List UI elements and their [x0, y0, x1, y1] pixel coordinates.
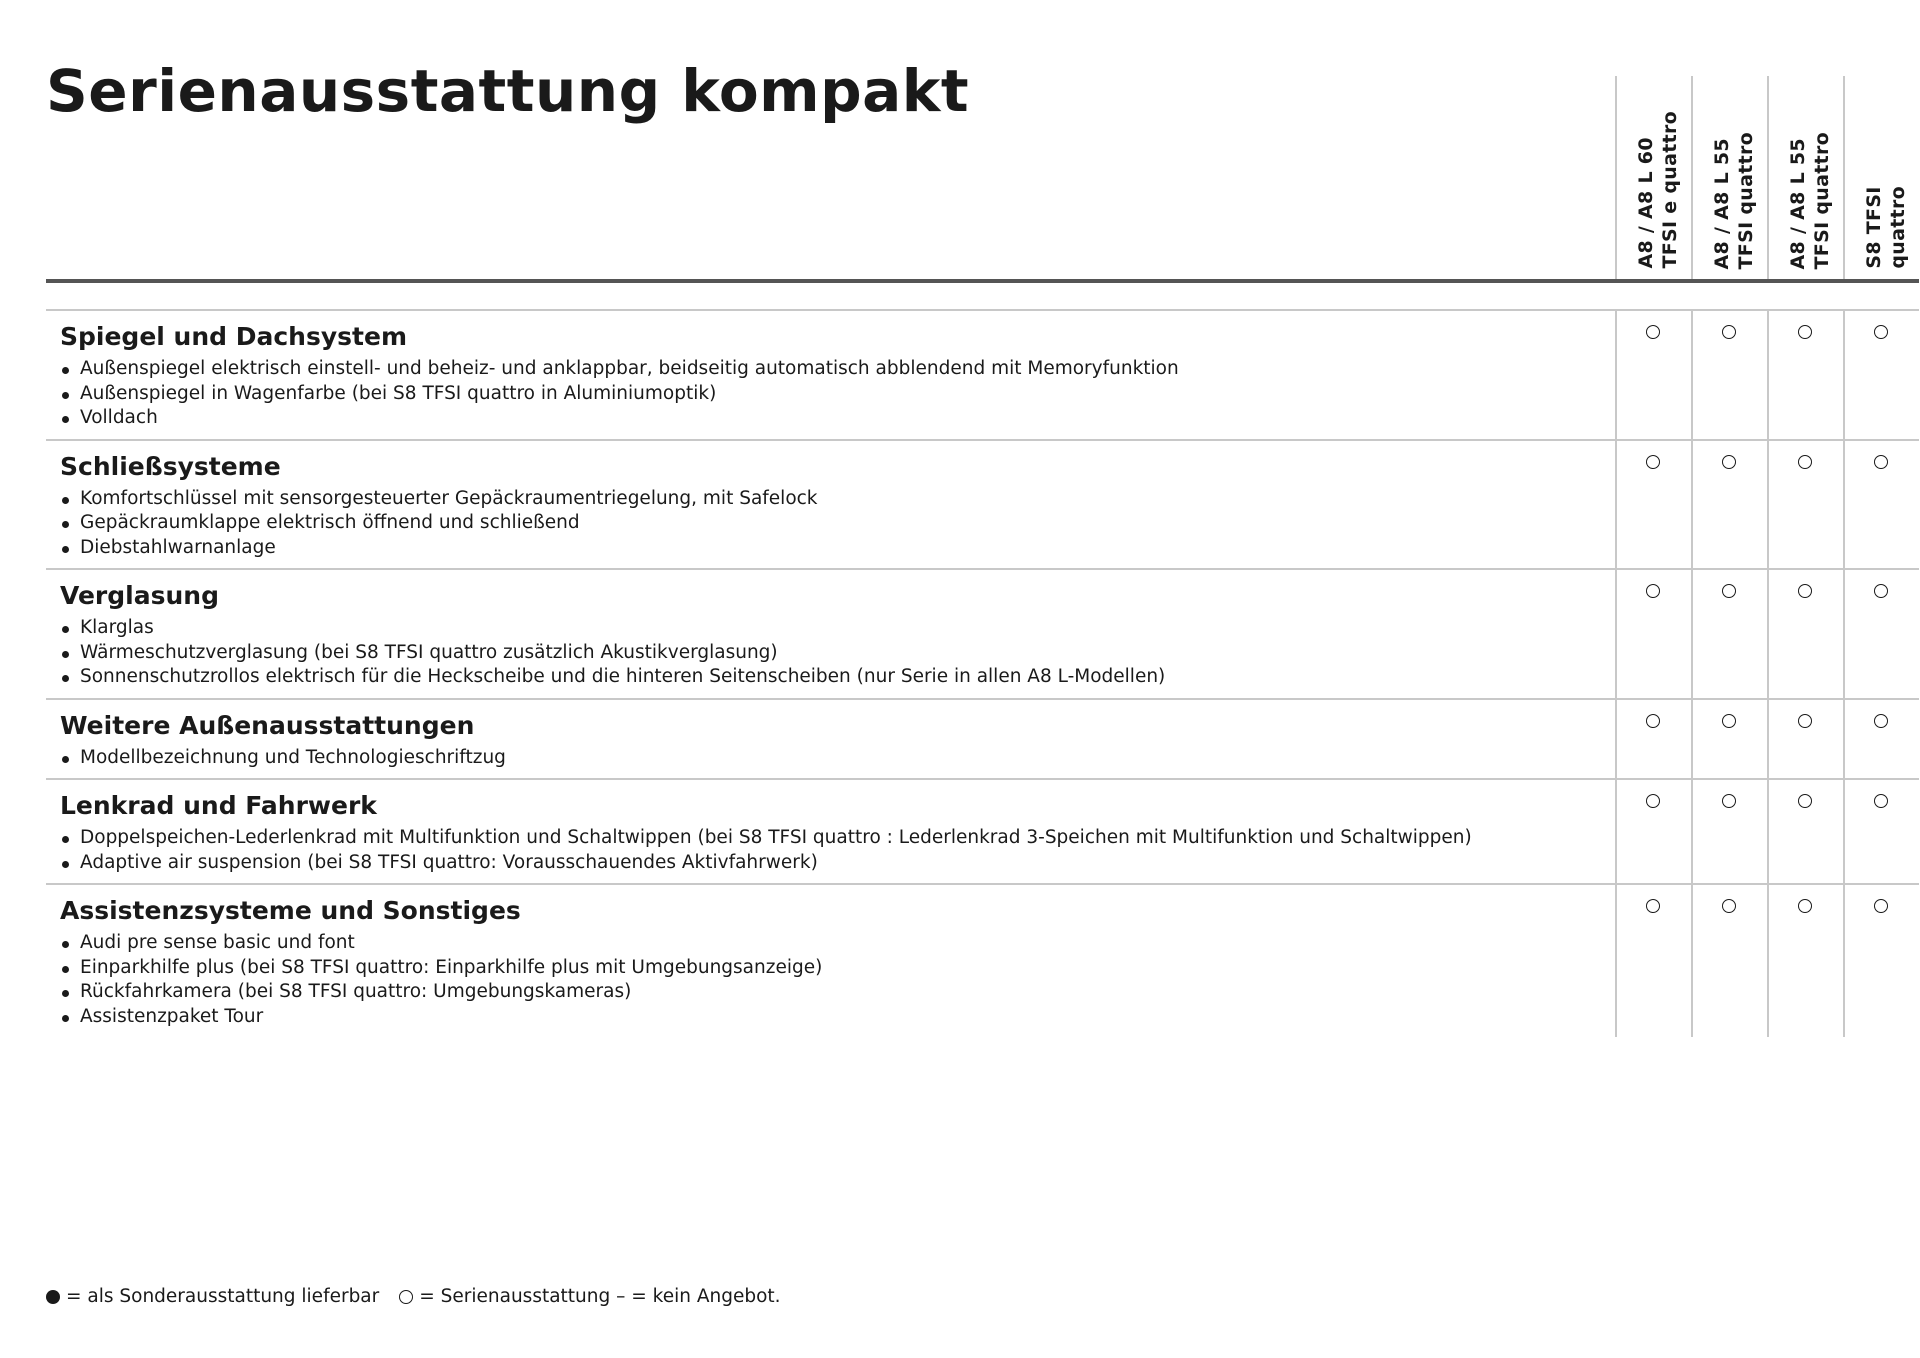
list-item: Einparkhilfe plus (bei S8 TFSI quattro: Einparkhilfe plus mit Umgebungsanzeige)	[60, 956, 1600, 981]
mark-cell	[1843, 885, 1919, 1037]
bullet-list	[60, 931, 1600, 1029]
bullet-list	[60, 357, 1600, 431]
mark-cell	[1691, 570, 1767, 698]
open-circle-icon	[1722, 455, 1736, 469]
list-item: Gepäckraumklappe elektrisch öffnend und schließend	[60, 511, 1600, 536]
bullet-list	[60, 616, 1600, 690]
open-circle-icon	[1798, 584, 1812, 598]
open-circle-icon	[1646, 899, 1660, 913]
mark-cell	[1767, 441, 1843, 569]
column-header-label	[1862, 186, 1910, 269]
open-circle-icon	[1722, 584, 1736, 598]
section-title: Assistenzsysteme und Sonstiges	[60, 896, 521, 925]
section-title: Verglasung	[60, 581, 219, 610]
list-item: Wärmeschutzverglasung (bei S8 TFSI quattro zusätzlich Akustikverglasung)	[60, 641, 1600, 666]
open-circle-icon	[1798, 455, 1812, 469]
section-title: Spiegel und Dachsystem	[60, 322, 407, 351]
section-title: Lenkrad und Fahrwerk	[60, 791, 377, 820]
column-headers	[1615, 76, 1919, 279]
row-content	[46, 441, 1600, 569]
list-item: Sonnenschutzrollos elektrisch für die Heckscheibe und die hinteren Seitenscheiben (nur Serie in allen A8 L-Modellen)	[60, 665, 1600, 690]
open-circle-icon	[1874, 899, 1888, 913]
open-circle-icon	[1646, 455, 1660, 469]
column-header-line2: quattro	[1887, 186, 1909, 269]
mark-cell	[1843, 311, 1919, 439]
legend	[46, 1285, 781, 1309]
row-marks	[1615, 700, 1919, 779]
open-circle-icon	[1722, 794, 1736, 808]
mark-cell	[1767, 311, 1843, 439]
open-circle-icon	[1722, 714, 1736, 728]
mark-cell	[1691, 885, 1767, 1037]
table-row	[46, 700, 1919, 781]
mark-cell	[1691, 311, 1767, 439]
list-item: Außenspiegel in Wagenfarbe (bei S8 TFSI quattro in Aluminiumoptik)	[60, 382, 1600, 407]
bullet-list	[60, 487, 1600, 561]
column-header-line1: S8 TFSI	[1863, 186, 1885, 269]
column-header-line1: A8 / A8 L 60	[1635, 137, 1657, 269]
legend-standard-text: = Serienausstattung – = kein Angebot.	[419, 1286, 781, 1307]
open-circle-icon	[1874, 455, 1888, 469]
page-title: Serienausstattung kompakt	[46, 57, 970, 125]
table-row	[46, 441, 1919, 571]
open-circle-icon	[399, 1290, 413, 1304]
bullet-list	[60, 826, 1600, 875]
list-item: Assistenzpaket Tour	[60, 1005, 1600, 1030]
column-header-2	[1691, 76, 1767, 279]
mark-cell	[1615, 570, 1691, 698]
table-row	[46, 311, 1919, 441]
mark-cell	[1843, 780, 1919, 883]
mark-cell	[1615, 780, 1691, 883]
table-row	[46, 570, 1919, 700]
row-content	[46, 885, 1600, 1037]
column-header-line2: TFSI quattro	[1735, 131, 1757, 269]
open-circle-icon	[1798, 794, 1812, 808]
table-row	[46, 780, 1919, 885]
list-item: Komfortschlüssel mit sensorgesteuerter Gepäckraumentriegelung, mit Safelock	[60, 487, 1600, 512]
open-circle-icon	[1646, 325, 1660, 339]
open-circle-icon	[1646, 714, 1660, 728]
mark-cell	[1615, 885, 1691, 1037]
list-item: Doppelspeichen-Lederlenkrad mit Multifunktion und Schaltwippen (bei S8 TFSI quattro : Lederlenkrad 3-Speichen mit Multifunktion und Schaltwippen)	[60, 826, 1600, 851]
mark-cell	[1843, 441, 1919, 569]
row-content	[46, 700, 1600, 779]
mark-cell	[1691, 780, 1767, 883]
column-header-1	[1615, 76, 1691, 279]
open-circle-icon	[1722, 899, 1736, 913]
open-circle-icon	[1722, 325, 1736, 339]
equipment-table	[46, 309, 1919, 1037]
mark-cell	[1767, 700, 1843, 779]
mark-cell	[1767, 885, 1843, 1037]
open-circle-icon	[1874, 714, 1888, 728]
list-item: Volldach	[60, 406, 1600, 431]
row-content	[46, 570, 1600, 698]
mark-cell	[1691, 700, 1767, 779]
open-circle-icon	[1874, 325, 1888, 339]
legend-optional-text: = als Sonderausstattung lieferbar	[66, 1286, 380, 1307]
row-marks	[1615, 570, 1919, 698]
row-marks	[1615, 780, 1919, 883]
table-row	[46, 885, 1919, 1037]
open-circle-icon	[1646, 584, 1660, 598]
list-item: Modellbezeichnung und Technologieschriftzug	[60, 746, 1600, 771]
mark-cell	[1615, 700, 1691, 779]
list-item: Außenspiegel elektrisch einstell- und beheiz- und anklappbar, beidseitig automatisch abblendend mit Memoryfunktion	[60, 357, 1600, 382]
header-rule	[46, 279, 1919, 283]
row-content	[46, 311, 1600, 439]
mark-cell	[1767, 570, 1843, 698]
column-header-line1: A8 / A8 L 55	[1787, 137, 1809, 269]
list-item: Audi pre sense basic und font	[60, 931, 1600, 956]
list-item: Adaptive air suspension (bei S8 TFSI quattro: Vorausschauendes Aktivfahrwerk)	[60, 851, 1600, 876]
mark-cell	[1843, 570, 1919, 698]
row-marks	[1615, 311, 1919, 439]
column-header-label	[1786, 132, 1834, 269]
mark-cell	[1767, 780, 1843, 883]
column-header-label	[1710, 132, 1758, 269]
row-content	[46, 780, 1600, 883]
column-header-4	[1843, 76, 1919, 279]
mark-cell	[1691, 441, 1767, 569]
open-circle-icon	[1874, 794, 1888, 808]
mark-cell	[1615, 441, 1691, 569]
column-header-line2: TFSI quattro	[1811, 131, 1833, 269]
list-item: Klarglas	[60, 616, 1600, 641]
column-header-3	[1767, 76, 1843, 279]
row-marks	[1615, 441, 1919, 569]
row-marks	[1615, 885, 1919, 1037]
column-header-line2: TFSI e quattro	[1659, 111, 1681, 269]
column-header-line1: A8 / A8 L 55	[1711, 137, 1733, 269]
section-title: Schließsysteme	[60, 451, 281, 481]
open-circle-icon	[1646, 794, 1660, 808]
filled-circle-icon	[46, 1290, 60, 1304]
column-header-label	[1634, 111, 1682, 269]
open-circle-icon	[1798, 899, 1812, 913]
list-item: Diebstahlwarnanlage	[60, 536, 1600, 561]
open-circle-icon	[1798, 714, 1812, 728]
mark-cell	[1843, 700, 1919, 779]
section-title: Weitere Außenausstattungen	[60, 710, 475, 740]
open-circle-icon	[1874, 584, 1888, 598]
mark-cell	[1615, 311, 1691, 439]
bullet-list	[60, 746, 1600, 771]
open-circle-icon	[1798, 325, 1812, 339]
list-item: Rückfahrkamera (bei S8 TFSI quattro: Umgebungskameras)	[60, 980, 1600, 1005]
